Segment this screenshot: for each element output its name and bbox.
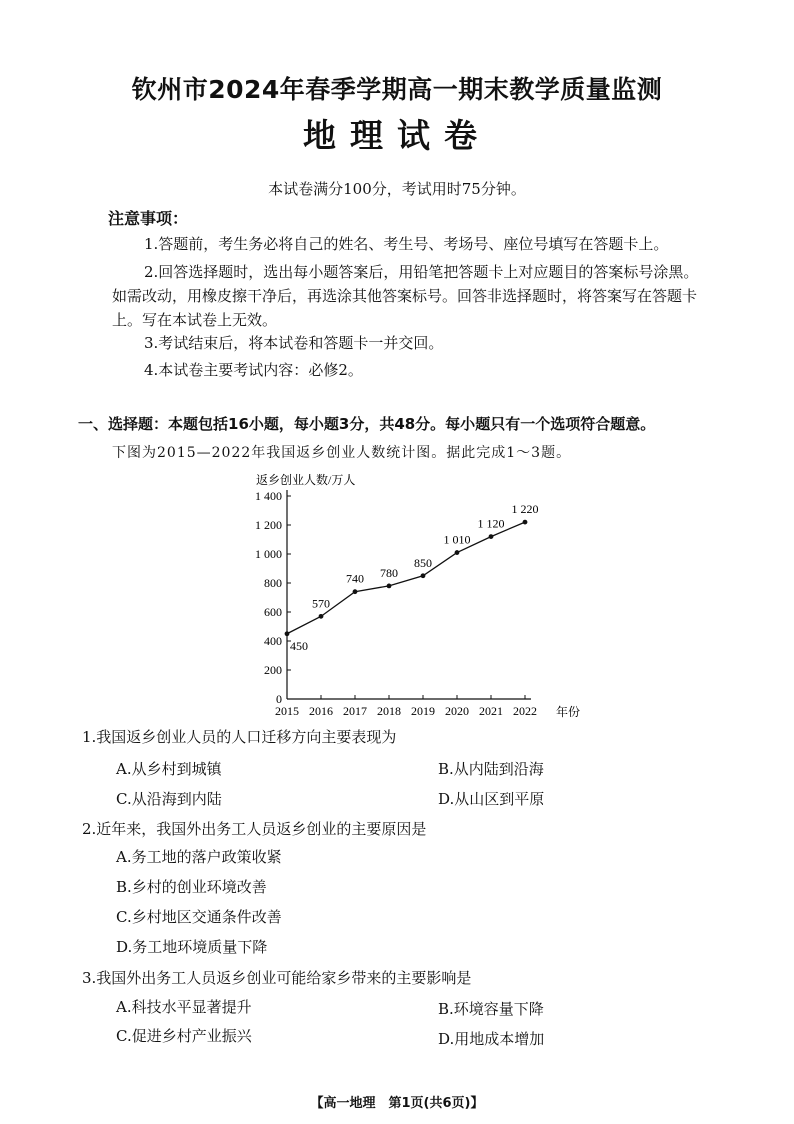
y-tick-label: 600: [264, 605, 282, 619]
exam-title: 钦州市2024年春季学期高一期末教学质量监测: [131, 75, 663, 104]
x-tick-label: 2020: [445, 704, 469, 718]
data-point: [285, 631, 290, 636]
question-stem: 1.我国返乡创业人员的人口迁移方向主要表现为: [82, 728, 397, 746]
data-point: [455, 550, 460, 555]
y-tick-label: 1 200: [255, 518, 282, 532]
x-tick-label: 2018: [377, 704, 401, 718]
data-label: 740: [346, 571, 364, 586]
data-label: 1 010: [443, 532, 471, 547]
data-point: [353, 589, 358, 594]
y-tick-label: 200: [264, 663, 282, 677]
line-chart: [240, 470, 580, 720]
data-point: [523, 520, 528, 525]
x-axis-label: 年份: [556, 705, 580, 719]
chart-intro: 下图为2015—2022年我国返乡创业人数统计图。据此完成1～3题。: [112, 445, 572, 461]
option-b: B.从内陆到沿海: [438, 760, 544, 778]
option-c: C.乡村地区交通条件改善: [116, 908, 282, 926]
notice-item: 4.本试卷主要考试内容：必修2。: [144, 361, 363, 379]
option-b: B.环境容量下降: [438, 1000, 544, 1018]
option-a: A.科技水平显著提升: [116, 998, 252, 1016]
x-tick-label: 2019: [411, 704, 435, 718]
page-footer: 【高一地理 第1页(共6页)】: [310, 1096, 484, 1111]
exam-note: 本试卷满分100分，考试用时75分钟。: [268, 180, 526, 198]
x-tick-label: 2015: [275, 704, 299, 718]
y-tick-label: 0: [276, 692, 282, 706]
x-tick-label: 2017: [343, 704, 367, 718]
subject-title: 地理试卷: [303, 116, 491, 155]
data-point: [421, 573, 426, 578]
data-label: 850: [414, 555, 432, 570]
data-point: [387, 584, 392, 589]
data-label: 570: [312, 596, 330, 611]
y-tick-label: 1 400: [255, 489, 282, 503]
y-axis-label: 返乡创业人数/万人: [256, 473, 356, 487]
question-stem: 2.近年来，我国外出务工人员返乡创业的主要原因是: [82, 820, 427, 838]
option-a: A.从乡村到城镇: [116, 760, 222, 778]
notice-item: 1.答题前，考生务必将自己的姓名、考生号、考场号、座位号填写在答题卡上。: [144, 235, 669, 253]
section-heading: 一、选择题：本题包括16小题，每小题3分，共48分。每小题只有一个选项符合题意。: [78, 415, 656, 433]
option-c: C.促进乡村产业振兴: [116, 1027, 252, 1045]
data-label: 1 120: [477, 516, 505, 531]
x-tick-label: 2022: [513, 704, 537, 718]
option-a: A.务工地的落户政策收紧: [116, 848, 282, 866]
x-tick-label: 2016: [309, 704, 333, 718]
data-point: [319, 614, 324, 619]
y-tick-label: 800: [264, 576, 282, 590]
option-b: B.乡村的创业环境改善: [116, 878, 267, 896]
x-tick-label: 2021: [479, 704, 503, 718]
question-stem: 3.我国外出务工人员返乡创业可能给家乡带来的主要影响是: [82, 969, 472, 987]
notice-item: 3.考试结束后，将本试卷和答题卡一并交回。: [144, 334, 444, 352]
data-label: 1 220: [511, 502, 539, 517]
option-d: D.务工地环境质量下降: [116, 938, 268, 956]
notice-heading: 注意事项：: [108, 209, 189, 228]
data-point: [489, 534, 494, 539]
option-c: C.从沿海到内陆: [116, 790, 222, 808]
option-d: D.从山区到平原: [438, 790, 545, 808]
y-tick-label: 1 000: [255, 547, 282, 561]
option-d: D.用地成本增加: [438, 1030, 545, 1048]
y-tick-label: 400: [264, 634, 282, 648]
data-label: 450: [290, 638, 308, 653]
data-label: 780: [380, 565, 398, 580]
notice-item: 2.回答选择题时，选出每小题答案后，用铅笔把答题卡上对应题目的答案标号涂黑。如需改动，用橡皮擦干净后，再选涂其他答案标号。回答非选择题时，将答案写在答题卡上。写在本试卷上无效。: [112, 263, 699, 329]
